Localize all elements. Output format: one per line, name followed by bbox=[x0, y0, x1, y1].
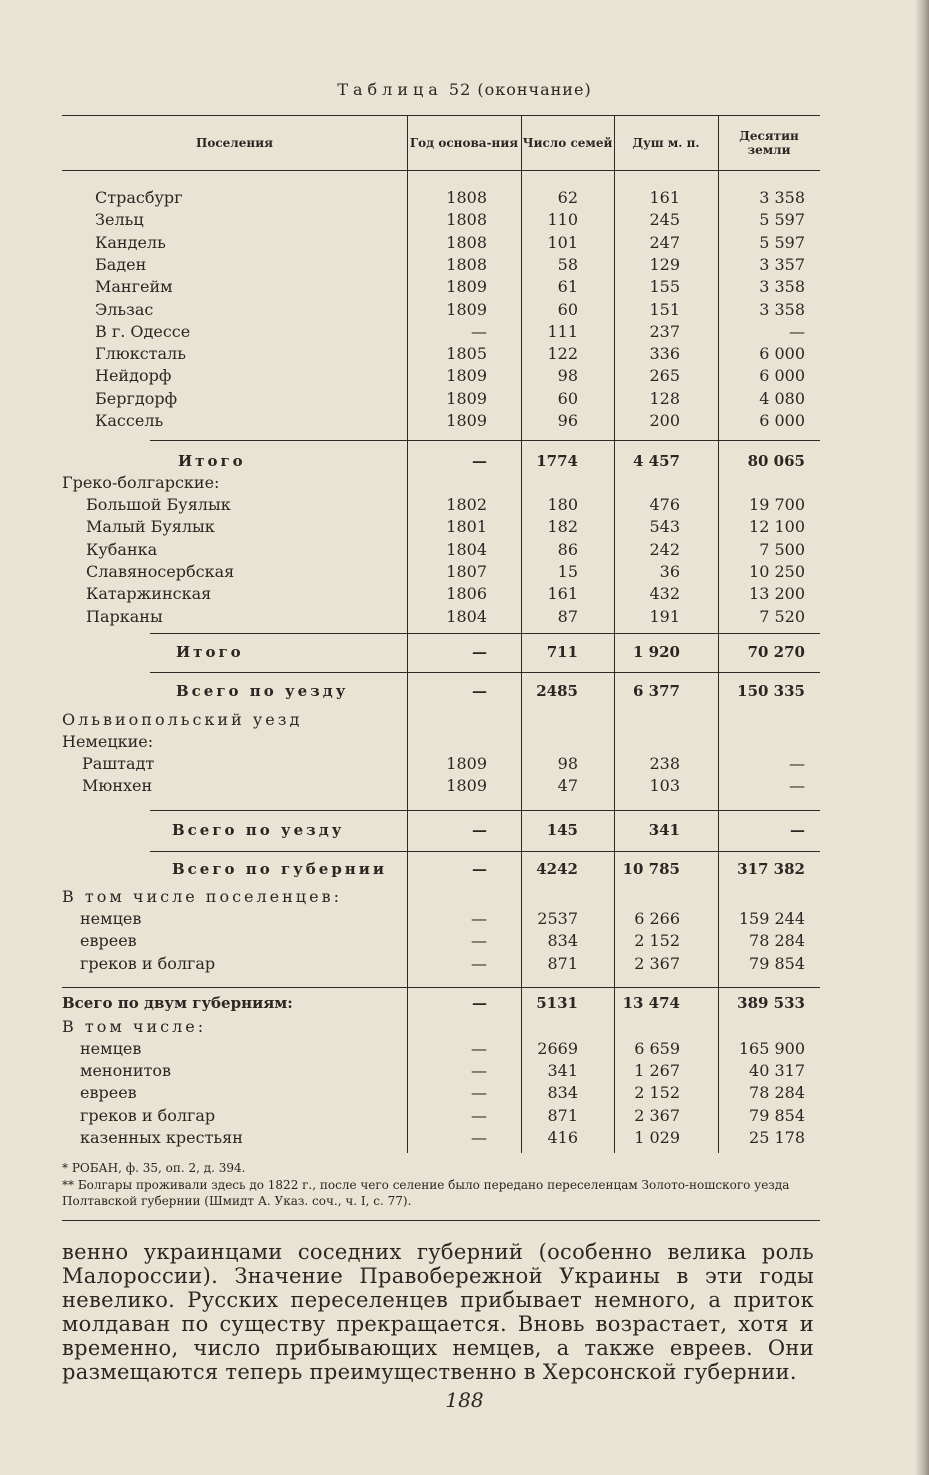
column-header: Число семей bbox=[522, 136, 613, 150]
cell-land: 6 000 bbox=[759, 366, 805, 385]
cell-families: 871 bbox=[547, 954, 578, 973]
cell-souls: 2 367 bbox=[634, 1106, 680, 1125]
cell-land: 6 000 bbox=[759, 344, 805, 363]
row-name: Всего по губернии bbox=[172, 860, 388, 878]
cell-land: — bbox=[789, 776, 805, 795]
cell-land: 317 382 bbox=[737, 860, 805, 878]
row-name: греков и болгар bbox=[80, 1106, 216, 1125]
row-name: В г. Одессе bbox=[95, 322, 191, 341]
row-name: Баден bbox=[95, 255, 147, 274]
cell-families: 4242 bbox=[536, 860, 578, 878]
cell-souls: 6 377 bbox=[633, 682, 680, 700]
footnote-1: * РОБАН, ф. 35, оп. 2, д. 394. bbox=[62, 1161, 246, 1175]
cell-year: 1809 bbox=[446, 389, 487, 408]
cell-year: — bbox=[471, 954, 487, 973]
cell-year: — bbox=[471, 322, 487, 341]
cell-year: — bbox=[472, 682, 487, 700]
cell-souls: 161 bbox=[649, 188, 680, 207]
caption-word: Таблица bbox=[337, 80, 443, 99]
cell-land: 3 358 bbox=[759, 300, 805, 319]
cell-year: 1808 bbox=[446, 255, 487, 274]
cell-families: 5131 bbox=[536, 994, 578, 1012]
row-name: Кассель bbox=[95, 411, 164, 430]
cell-families: 2669 bbox=[537, 1039, 578, 1058]
cell-families: 62 bbox=[557, 188, 578, 207]
cell-souls: 543 bbox=[649, 517, 680, 536]
cell-families: 161 bbox=[547, 584, 578, 603]
row-name: Зельц bbox=[95, 210, 144, 229]
footnote-2: ** Болгары проживали здесь до 1822 г., после чего селение было передано переселенцам Золото-ношского уезда Полтавской губернии (Шмидт А. Указ. соч., ч. I, с. 77). bbox=[62, 1178, 790, 1208]
page-number: 188 bbox=[445, 1388, 484, 1412]
cell-souls: 129 bbox=[649, 255, 680, 274]
cell-families: 111 bbox=[547, 322, 578, 341]
table-rule bbox=[150, 440, 820, 441]
cell-year: 1809 bbox=[446, 366, 487, 385]
cell-year: — bbox=[471, 909, 487, 928]
row-name: греков и болгар bbox=[80, 954, 216, 973]
column-header: Десятин земли bbox=[739, 129, 799, 157]
cell-souls: 200 bbox=[649, 411, 680, 430]
table-rule bbox=[150, 810, 820, 811]
cell-year: 1809 bbox=[446, 754, 487, 773]
footnote-rule bbox=[62, 1220, 820, 1221]
cell-land: 3 357 bbox=[759, 255, 805, 274]
cell-year: — bbox=[471, 931, 487, 950]
cell-families: 47 bbox=[557, 776, 578, 795]
section-label: Немецкие: bbox=[62, 732, 154, 751]
cell-families: 110 bbox=[547, 210, 578, 229]
row-name: Парканы bbox=[86, 607, 163, 626]
cell-year: 1804 bbox=[446, 540, 487, 559]
cell-souls: 1 029 bbox=[634, 1128, 680, 1147]
cell-souls: 247 bbox=[649, 233, 680, 252]
body-paragraph: венно украинцами соседних губерний (особенно велика роль Малороссии). Значение Правобережной Украины в эти годы невелико. Русских переселенцев прибывает немного, а приток молдаван по существу прекращается. Вновь возрастает, хотя и временно, число прибывающих немцев, а также евреев. Они размещаются теперь преимущественно в Херсонской губернии. bbox=[62, 1240, 814, 1384]
row-name: Кубанка bbox=[86, 540, 158, 559]
cell-year: 1802 bbox=[446, 495, 487, 514]
row-name: Всего по уезду bbox=[176, 682, 349, 700]
row-name: казенных крестьян bbox=[80, 1128, 243, 1147]
cell-year: — bbox=[471, 1083, 487, 1102]
cell-year: — bbox=[472, 821, 487, 839]
cell-year: — bbox=[472, 452, 487, 470]
cell-souls: 242 bbox=[649, 540, 680, 559]
row-name: Славяносербская bbox=[86, 562, 235, 581]
cell-families: 87 bbox=[557, 607, 578, 626]
cell-souls: 238 bbox=[649, 754, 680, 773]
cell-land: 5 597 bbox=[759, 233, 805, 252]
row-name: Раштадт bbox=[82, 754, 155, 773]
cell-families: 60 bbox=[557, 389, 578, 408]
column-header: Поселения bbox=[196, 136, 273, 150]
cell-land: — bbox=[790, 821, 805, 839]
cell-land: 5 597 bbox=[759, 210, 805, 229]
cell-families: 96 bbox=[557, 411, 578, 430]
cell-families: 98 bbox=[557, 366, 578, 385]
table-rule bbox=[150, 672, 820, 673]
row-name: немцев bbox=[80, 909, 142, 928]
row-name: менонитов bbox=[80, 1061, 172, 1080]
table-rule bbox=[62, 170, 820, 171]
cell-year: 1809 bbox=[446, 300, 487, 319]
row-name: Всего по уезду bbox=[172, 821, 345, 839]
row-name: Всего по двум губерниям: bbox=[62, 994, 293, 1012]
row-name: Нейдорф bbox=[95, 366, 172, 385]
cell-souls: 2 367 bbox=[634, 954, 680, 973]
row-name: Страсбург bbox=[95, 188, 183, 207]
cell-land: 3 358 bbox=[759, 277, 805, 296]
cell-year: 1808 bbox=[446, 188, 487, 207]
cell-families: 871 bbox=[547, 1106, 578, 1125]
cell-families: 1774 bbox=[536, 452, 578, 470]
cell-land: 3 358 bbox=[759, 188, 805, 207]
cell-souls: 341 bbox=[648, 821, 680, 839]
cell-year: 1809 bbox=[446, 776, 487, 795]
column-header: Год основа-ния bbox=[409, 136, 519, 150]
row-name: Итого bbox=[178, 452, 246, 470]
section-label: Греко-болгарские: bbox=[62, 473, 220, 492]
row-name: Глюксталь bbox=[95, 344, 186, 363]
cell-souls: 13 474 bbox=[622, 994, 680, 1012]
cell-families: 60 bbox=[557, 300, 578, 319]
caption-rest: 52 (окончание) bbox=[448, 80, 592, 99]
cell-land: — bbox=[789, 322, 805, 341]
cell-families: 101 bbox=[547, 233, 578, 252]
row-name: Катаржинская bbox=[86, 584, 212, 603]
cell-year: — bbox=[471, 1106, 487, 1125]
cell-souls: 237 bbox=[649, 322, 680, 341]
cell-land: 70 270 bbox=[747, 643, 805, 661]
cell-souls: 36 bbox=[659, 562, 680, 581]
cell-land: 4 080 bbox=[759, 389, 805, 408]
cell-land: 25 178 bbox=[749, 1128, 805, 1147]
row-name: Итого bbox=[176, 643, 244, 661]
cell-land: 6 000 bbox=[759, 411, 805, 430]
cell-year: — bbox=[471, 1061, 487, 1080]
cell-land: 79 854 bbox=[749, 954, 805, 973]
cell-families: 58 bbox=[557, 255, 578, 274]
row-name: Бергдорф bbox=[95, 389, 178, 408]
section-label: Ольвиопольский уезд bbox=[62, 710, 303, 729]
cell-land: 7 520 bbox=[759, 607, 805, 626]
cell-land: 78 284 bbox=[749, 1083, 805, 1102]
cell-families: 145 bbox=[546, 821, 578, 839]
row-name: евреев bbox=[80, 1083, 137, 1102]
cell-souls: 265 bbox=[649, 366, 680, 385]
cell-souls: 103 bbox=[649, 776, 680, 795]
row-name: Малый Буялык bbox=[86, 517, 215, 536]
row-name: Мангейм bbox=[95, 277, 173, 296]
cell-land: 10 250 bbox=[749, 562, 805, 581]
cell-souls: 336 bbox=[649, 344, 680, 363]
cell-year: — bbox=[472, 994, 487, 1012]
row-name: немцев bbox=[80, 1039, 142, 1058]
cell-year: 1801 bbox=[446, 517, 487, 536]
cell-land: 13 200 bbox=[749, 584, 805, 603]
row-name: Мюнхен bbox=[82, 776, 153, 795]
cell-land: 150 335 bbox=[737, 682, 805, 700]
cell-year: — bbox=[471, 1039, 487, 1058]
cell-souls: 1 267 bbox=[634, 1061, 680, 1080]
cell-year: — bbox=[472, 860, 487, 878]
cell-souls: 4 457 bbox=[633, 452, 680, 470]
cell-souls: 1 920 bbox=[633, 643, 680, 661]
cell-families: 180 bbox=[547, 495, 578, 514]
cell-families: 416 bbox=[547, 1128, 578, 1147]
cell-land: 159 244 bbox=[738, 909, 805, 928]
cell-families: 834 bbox=[547, 1083, 578, 1102]
cell-families: 341 bbox=[547, 1061, 578, 1080]
section-label: В том числе поселенцев: bbox=[62, 887, 342, 906]
cell-souls: 245 bbox=[649, 210, 680, 229]
cell-souls: 432 bbox=[649, 584, 680, 603]
cell-souls: 191 bbox=[649, 607, 680, 626]
cell-year: 1809 bbox=[446, 411, 487, 430]
cell-year: — bbox=[471, 1128, 487, 1147]
cell-families: 86 bbox=[557, 540, 578, 559]
cell-families: 15 bbox=[557, 562, 578, 581]
cell-land: 389 533 bbox=[737, 994, 805, 1012]
cell-land: 165 900 bbox=[738, 1039, 805, 1058]
cell-souls: 155 bbox=[649, 277, 680, 296]
cell-families: 2485 bbox=[536, 682, 578, 700]
cell-land: 40 317 bbox=[749, 1061, 805, 1080]
cell-land: 79 854 bbox=[749, 1106, 805, 1125]
cell-families: 834 bbox=[547, 931, 578, 950]
table-rule bbox=[62, 115, 820, 116]
table-caption bbox=[0, 80, 929, 99]
cell-souls: 128 bbox=[649, 389, 680, 408]
row-name: Эльзас bbox=[95, 300, 154, 319]
cell-souls: 151 bbox=[649, 300, 680, 319]
cell-year: 1808 bbox=[446, 233, 487, 252]
cell-land: 12 100 bbox=[749, 517, 805, 536]
cell-land: 7 500 bbox=[759, 540, 805, 559]
cell-year: 1809 bbox=[446, 277, 487, 296]
cell-souls: 6 659 bbox=[634, 1039, 680, 1058]
row-name: Большой Буялык bbox=[86, 495, 231, 514]
cell-families: 182 bbox=[547, 517, 578, 536]
cell-land: 78 284 bbox=[749, 931, 805, 950]
cell-souls: 10 785 bbox=[622, 860, 680, 878]
cell-year: 1805 bbox=[446, 344, 487, 363]
cell-year: 1808 bbox=[446, 210, 487, 229]
table-rule bbox=[62, 987, 820, 988]
cell-souls: 2 152 bbox=[634, 1083, 680, 1102]
cell-year: 1806 bbox=[446, 584, 487, 603]
cell-families: 98 bbox=[557, 754, 578, 773]
cell-families: 61 bbox=[557, 277, 578, 296]
cell-year: 1807 bbox=[446, 562, 487, 581]
table-rule bbox=[150, 633, 820, 634]
cell-families: 122 bbox=[547, 344, 578, 363]
column-header: Душ м. п. bbox=[632, 136, 700, 150]
row-name: евреев bbox=[80, 931, 137, 950]
cell-souls: 476 bbox=[649, 495, 680, 514]
cell-souls: 6 266 bbox=[634, 909, 680, 928]
cell-souls: 2 152 bbox=[634, 931, 680, 950]
cell-land: 19 700 bbox=[749, 495, 805, 514]
cell-land: 80 065 bbox=[747, 452, 805, 470]
cell-year: 1804 bbox=[446, 607, 487, 626]
table-rule bbox=[150, 851, 820, 852]
cell-families: 711 bbox=[546, 643, 578, 661]
cell-families: 2537 bbox=[537, 909, 578, 928]
cell-land: — bbox=[789, 754, 805, 773]
section-label: В том числе: bbox=[62, 1017, 207, 1036]
row-name: Кандель bbox=[95, 233, 166, 252]
cell-year: — bbox=[472, 643, 487, 661]
